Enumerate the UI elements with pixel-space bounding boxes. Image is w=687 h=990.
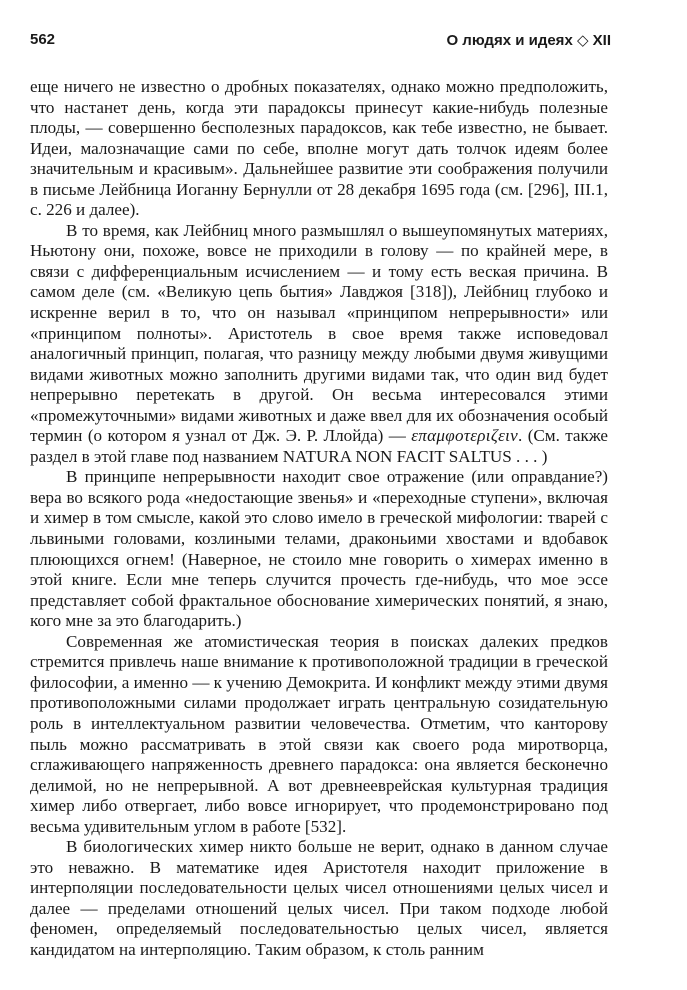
paragraph-text: В то время, как Лейбниц много размышлял о вышеупомянутых материях, Ньютону они, похоже, вовсе не приходили в голову — по крайней мере, в связи с дифференциальным исчислением — и тому есть веская причина. В самом деле (см. «Великую цепь бытия» Лавджоя [318]), Лейбниц глубоко и искренне верил в то, что он называл «принципом непрерывности» или «принципом полноты». Аристотель в свое время также исповедовал аналогичный принцип, полагая, что разницу между любыми двумя живущими видами животных можно заполнить другими видами так, что один вид будет непрерывно перетекать в другой. Он весьма интересовался этими «промежуточными» видами животных и даже ввел для их обозначения особый термин (о котором я узнал от Дж. Э. Р. Ллойда) — — [30, 220, 608, 446]
paragraph: В принципе непрерывности находит свое отражение (или оправдание?) вера во всякого рода «недостающие звенья» и «переходные ступени», включая и химер в том смысле, какой это слово имело в греческой мифологии: тварей с львиными головами, козлиными телами, драконьими хвостами и вдобавок плюющихся огнем! (Наверное, не стоило мне говорить о химерах именно в этой книге. Если мне теперь случится прочесть где-нибудь, что мое эссе представляет собой фрактальное обоснование химерических понятий, я знаю, кого мне за это благодарить.) — [30, 467, 608, 631]
paragraph-text: . (См. также раздел в этой главе под названием NATURA NON FACIT SALTUS . . . ) — [30, 426, 609, 466]
body-text — [30, 77, 608, 961]
chapter-title: О людях и идеях ◇ XII — [446, 32, 611, 49]
paragraph: В биологических химер никто больше не верит, однако в данном случае это неважно. В математике идея Аристотеля находит приложение в интерполяции последовательности целых чисел отношениями целых чисел и далее — пределами отношений целых чисел. При таком подходе любой феномен, определяемый последовательностью целых чисел, является кандидатом на интерполяцию. Таким образом, к столь ранним — [30, 837, 608, 959]
paragraph: Современная же атомистическая теория в поисках далеких предков стремится привлечь наше внимание к противоположной традиции в греческой философии, а именно — к учению Демокрита. И конфликт между этими двумя противоположными силами продолжает играть центральную созидательную роль в интеллектуальном развитии человечества. Отметим, что канторову пыль можно рассматривать в этой связи как своего рода миротворца, сглаживающего напряженность древнего парадокса: она является бесконечно делимой, но не непрерывной. А вот древнееврейская культурная традиция химер либо отвергает, либо вовсе игнорирует, что продемонстрировано под весьма удивительным углом в работе [532]. — [30, 631, 608, 836]
page-number: 562 — [30, 31, 56, 48]
running-head — [30, 31, 611, 53]
paragraph: еще ничего не известно о дробных показателях, однако можно предположить, что настанет день, когда эти парадоксы принесут какие-нибудь полезные плоды, — совершенно бесполезных парадоксов, как тебе известно, не бывает. Идеи, малозначащие сами по себе, вполне могут дать толчок идеям более значительным и красивым». Дальнейшее развитие эти соображения получили в письме Лейбница Иоганну Бернулли от 28 декабря 1695 года (см. [296], III.1, с. 226 и далее). — [30, 77, 608, 220]
paragraph — [30, 221, 608, 468]
greek-term: επαμφοτεριζειν — [411, 426, 519, 446]
